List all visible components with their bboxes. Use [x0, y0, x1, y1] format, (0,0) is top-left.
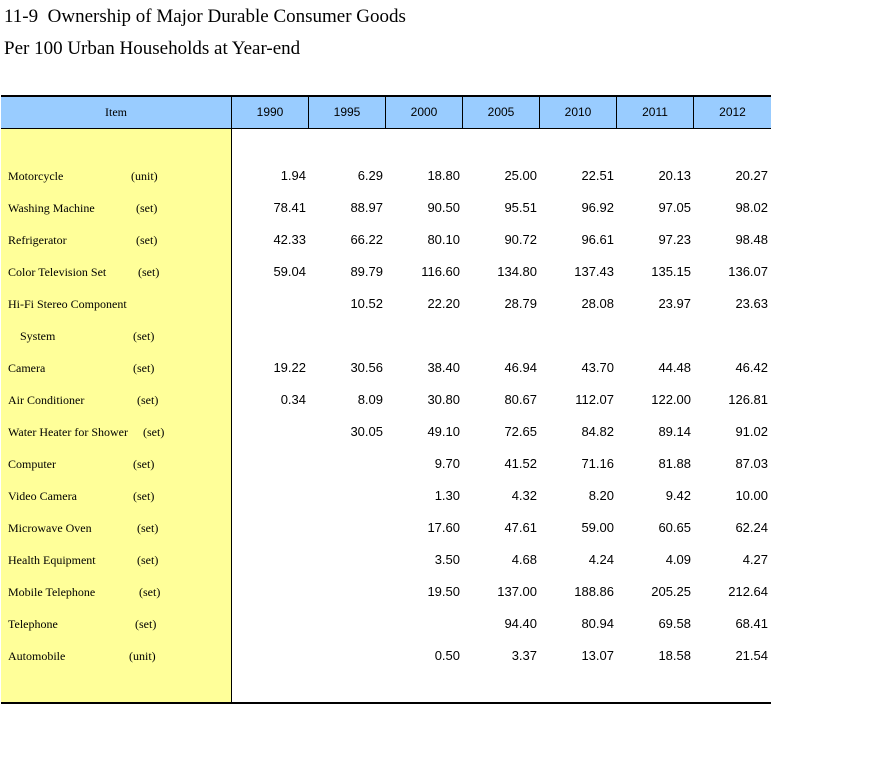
table-row — [1, 422, 771, 442]
table-row — [1, 198, 771, 218]
header-year: 2005 — [463, 97, 540, 128]
value-cell: 9.42 — [665, 488, 691, 503]
value-cell: 18.80 — [427, 168, 460, 183]
header-year: 2011 — [617, 97, 694, 128]
row-label: Microwave Oven — [8, 521, 92, 535]
row-label: Mobile Telephone — [8, 585, 96, 599]
value-cell: 69.58 — [658, 616, 691, 631]
row-label: Air Conditioner — [8, 393, 85, 407]
row-label: System — [8, 329, 56, 343]
value-cell: 17.60 — [427, 520, 460, 535]
value-cell: 96.92 — [581, 200, 614, 215]
row-unit: (unit) — [129, 649, 156, 663]
table-row — [1, 358, 771, 378]
value-cell: 116.60 — [421, 264, 460, 279]
row-label: Refrigerator — [8, 233, 67, 247]
value-cell: 80.94 — [581, 616, 614, 631]
value-cell: 134.80 — [497, 264, 537, 279]
row-label: Motorcycle — [8, 169, 64, 183]
value-cell: 0.50 — [434, 648, 460, 663]
value-cell: 9.70 — [434, 456, 460, 471]
value-cell: 78.41 — [273, 200, 306, 215]
value-cell: 97.05 — [658, 200, 691, 215]
table-row — [1, 518, 771, 538]
value-cell: 89.14 — [658, 424, 691, 439]
value-cell: 91.02 — [735, 424, 768, 439]
value-cell: 1.30 — [434, 488, 460, 503]
row-unit: (set) — [143, 425, 165, 439]
value-cell: 4.09 — [665, 552, 691, 567]
value-cell: 1.94 — [280, 168, 306, 183]
value-cell: 3.37 — [511, 648, 537, 663]
value-cell: 188.86 — [574, 584, 614, 599]
value-cell: 97.23 — [658, 232, 691, 247]
header-item: Item — [1, 97, 232, 128]
value-cell: 46.94 — [504, 360, 537, 375]
value-cell: 94.40 — [504, 616, 537, 631]
row-unit: (set) — [137, 521, 159, 535]
row-label: Health Equipment — [8, 553, 96, 567]
row-unit: (set) — [139, 585, 161, 599]
value-cell: 49.10 — [427, 424, 460, 439]
table-row — [1, 294, 771, 314]
row-unit: (set) — [136, 201, 158, 215]
row-label: Water Heater for Shower — [8, 425, 128, 439]
row-unit: (set) — [133, 329, 155, 343]
value-cell: 8.09 — [357, 392, 383, 407]
row-unit: (set) — [136, 233, 158, 247]
value-cell: 126.81 — [728, 392, 768, 407]
value-cell: 112.07 — [575, 392, 614, 407]
row-label: Computer — [8, 457, 56, 471]
value-cell: 66.22 — [350, 232, 383, 247]
value-cell: 59.04 — [273, 264, 306, 279]
value-cell: 84.82 — [581, 424, 614, 439]
table-row — [1, 486, 771, 506]
row-unit: (set) — [133, 489, 155, 503]
header-year: 2000 — [386, 97, 463, 128]
value-cell: 4.24 — [588, 552, 614, 567]
value-cell: 205.25 — [651, 584, 691, 599]
value-cell: 98.02 — [735, 200, 768, 215]
header-year: 2010 — [540, 97, 617, 128]
data-table — [1, 95, 771, 704]
header-year: 1995 — [309, 97, 386, 128]
row-label: Color Television Set — [8, 265, 107, 279]
table-header — [1, 95, 771, 129]
row-unit: (set) — [133, 457, 155, 471]
value-cell: 19.50 — [427, 584, 460, 599]
row-unit: (set) — [137, 393, 159, 407]
value-cell: 98.48 — [735, 232, 768, 247]
value-cell: 41.52 — [504, 456, 537, 471]
value-cell: 137.43 — [574, 264, 614, 279]
table-row — [1, 646, 771, 666]
value-cell: 0.34 — [280, 392, 306, 407]
value-cell: 28.79 — [504, 296, 537, 311]
value-cell: 87.03 — [735, 456, 768, 471]
value-cell: 88.97 — [350, 200, 383, 215]
value-cell: 135.15 — [651, 264, 691, 279]
value-cell: 46.42 — [735, 360, 768, 375]
table-row — [1, 262, 771, 282]
value-cell: 6.29 — [357, 168, 383, 183]
table-row — [1, 326, 771, 346]
value-cell: 30.56 — [350, 360, 383, 375]
value-cell: 4.27 — [742, 552, 768, 567]
value-cell: 21.54 — [735, 648, 768, 663]
table-row — [1, 614, 771, 634]
value-cell: 89.79 — [350, 264, 383, 279]
value-cell: 44.48 — [658, 360, 691, 375]
value-cell: 137.00 — [497, 584, 537, 599]
table-row — [1, 166, 771, 186]
value-cell: 23.97 — [658, 296, 691, 311]
row-label: Hi-Fi Stereo Component — [8, 297, 127, 311]
value-cell: 72.65 — [504, 424, 537, 439]
table-row — [1, 582, 771, 602]
value-cell: 212.64 — [728, 584, 768, 599]
page-subtitle: Per 100 Urban Households at Year-end — [4, 38, 301, 59]
value-cell: 22.51 — [581, 168, 614, 183]
table-row — [1, 550, 771, 570]
table-row — [1, 230, 771, 250]
value-cell: 60.65 — [658, 520, 691, 535]
value-cell: 8.20 — [588, 488, 614, 503]
value-cell: 10.00 — [735, 488, 768, 503]
value-cell: 80.10 — [427, 232, 460, 247]
row-unit: (unit) — [131, 169, 158, 183]
value-cell: 96.61 — [581, 232, 614, 247]
value-cell: 25.00 — [504, 168, 537, 183]
value-cell: 95.51 — [504, 200, 537, 215]
table-row — [1, 390, 771, 410]
value-cell: 30.05 — [350, 424, 383, 439]
value-cell: 22.20 — [427, 296, 460, 311]
page-title: 11-9 Ownership of Major Durable Consumer Goods — [4, 6, 406, 27]
value-cell: 13.07 — [581, 648, 614, 663]
value-cell: 81.88 — [658, 456, 691, 471]
table-bottom-border — [1, 702, 771, 704]
value-cell: 4.32 — [511, 488, 537, 503]
value-cell: 90.50 — [427, 200, 460, 215]
header-year: 1990 — [232, 97, 309, 128]
value-cell: 62.24 — [735, 520, 768, 535]
value-cell: 68.41 — [735, 616, 768, 631]
value-cell: 19.22 — [273, 360, 306, 375]
header-year: 2012 — [719, 105, 746, 119]
value-cell: 59.00 — [581, 520, 614, 535]
row-unit: (set) — [138, 265, 160, 279]
row-label: Camera — [8, 361, 46, 375]
value-cell: 10.52 — [350, 296, 383, 311]
value-cell: 30.80 — [427, 392, 460, 407]
value-cell: 20.13 — [658, 168, 691, 183]
value-cell: 42.33 — [273, 232, 306, 247]
value-cell: 18.58 — [658, 648, 691, 663]
value-cell: 23.63 — [735, 296, 768, 311]
value-cell: 38.40 — [427, 360, 460, 375]
row-unit: (set) — [137, 553, 159, 567]
value-cell: 122.00 — [651, 392, 691, 407]
value-cell: 71.16 — [581, 456, 614, 471]
value-cell: 90.72 — [504, 232, 537, 247]
row-unit: (set) — [133, 361, 155, 375]
value-cell: 80.67 — [504, 392, 537, 407]
value-cell: 4.68 — [511, 552, 537, 567]
value-cell: 28.08 — [581, 296, 614, 311]
table-row — [1, 454, 771, 474]
value-cell: 20.27 — [735, 168, 768, 183]
row-label: Automobile — [8, 649, 66, 663]
row-label: Telephone — [8, 617, 58, 631]
row-label: Video Camera — [8, 489, 77, 503]
value-cell: 136.07 — [728, 264, 768, 279]
value-cell: 43.70 — [581, 360, 614, 375]
value-cell: 3.50 — [434, 552, 460, 567]
row-label: Washing Machine — [8, 201, 95, 215]
value-cell: 47.61 — [504, 520, 537, 535]
row-unit: (set) — [135, 617, 157, 631]
